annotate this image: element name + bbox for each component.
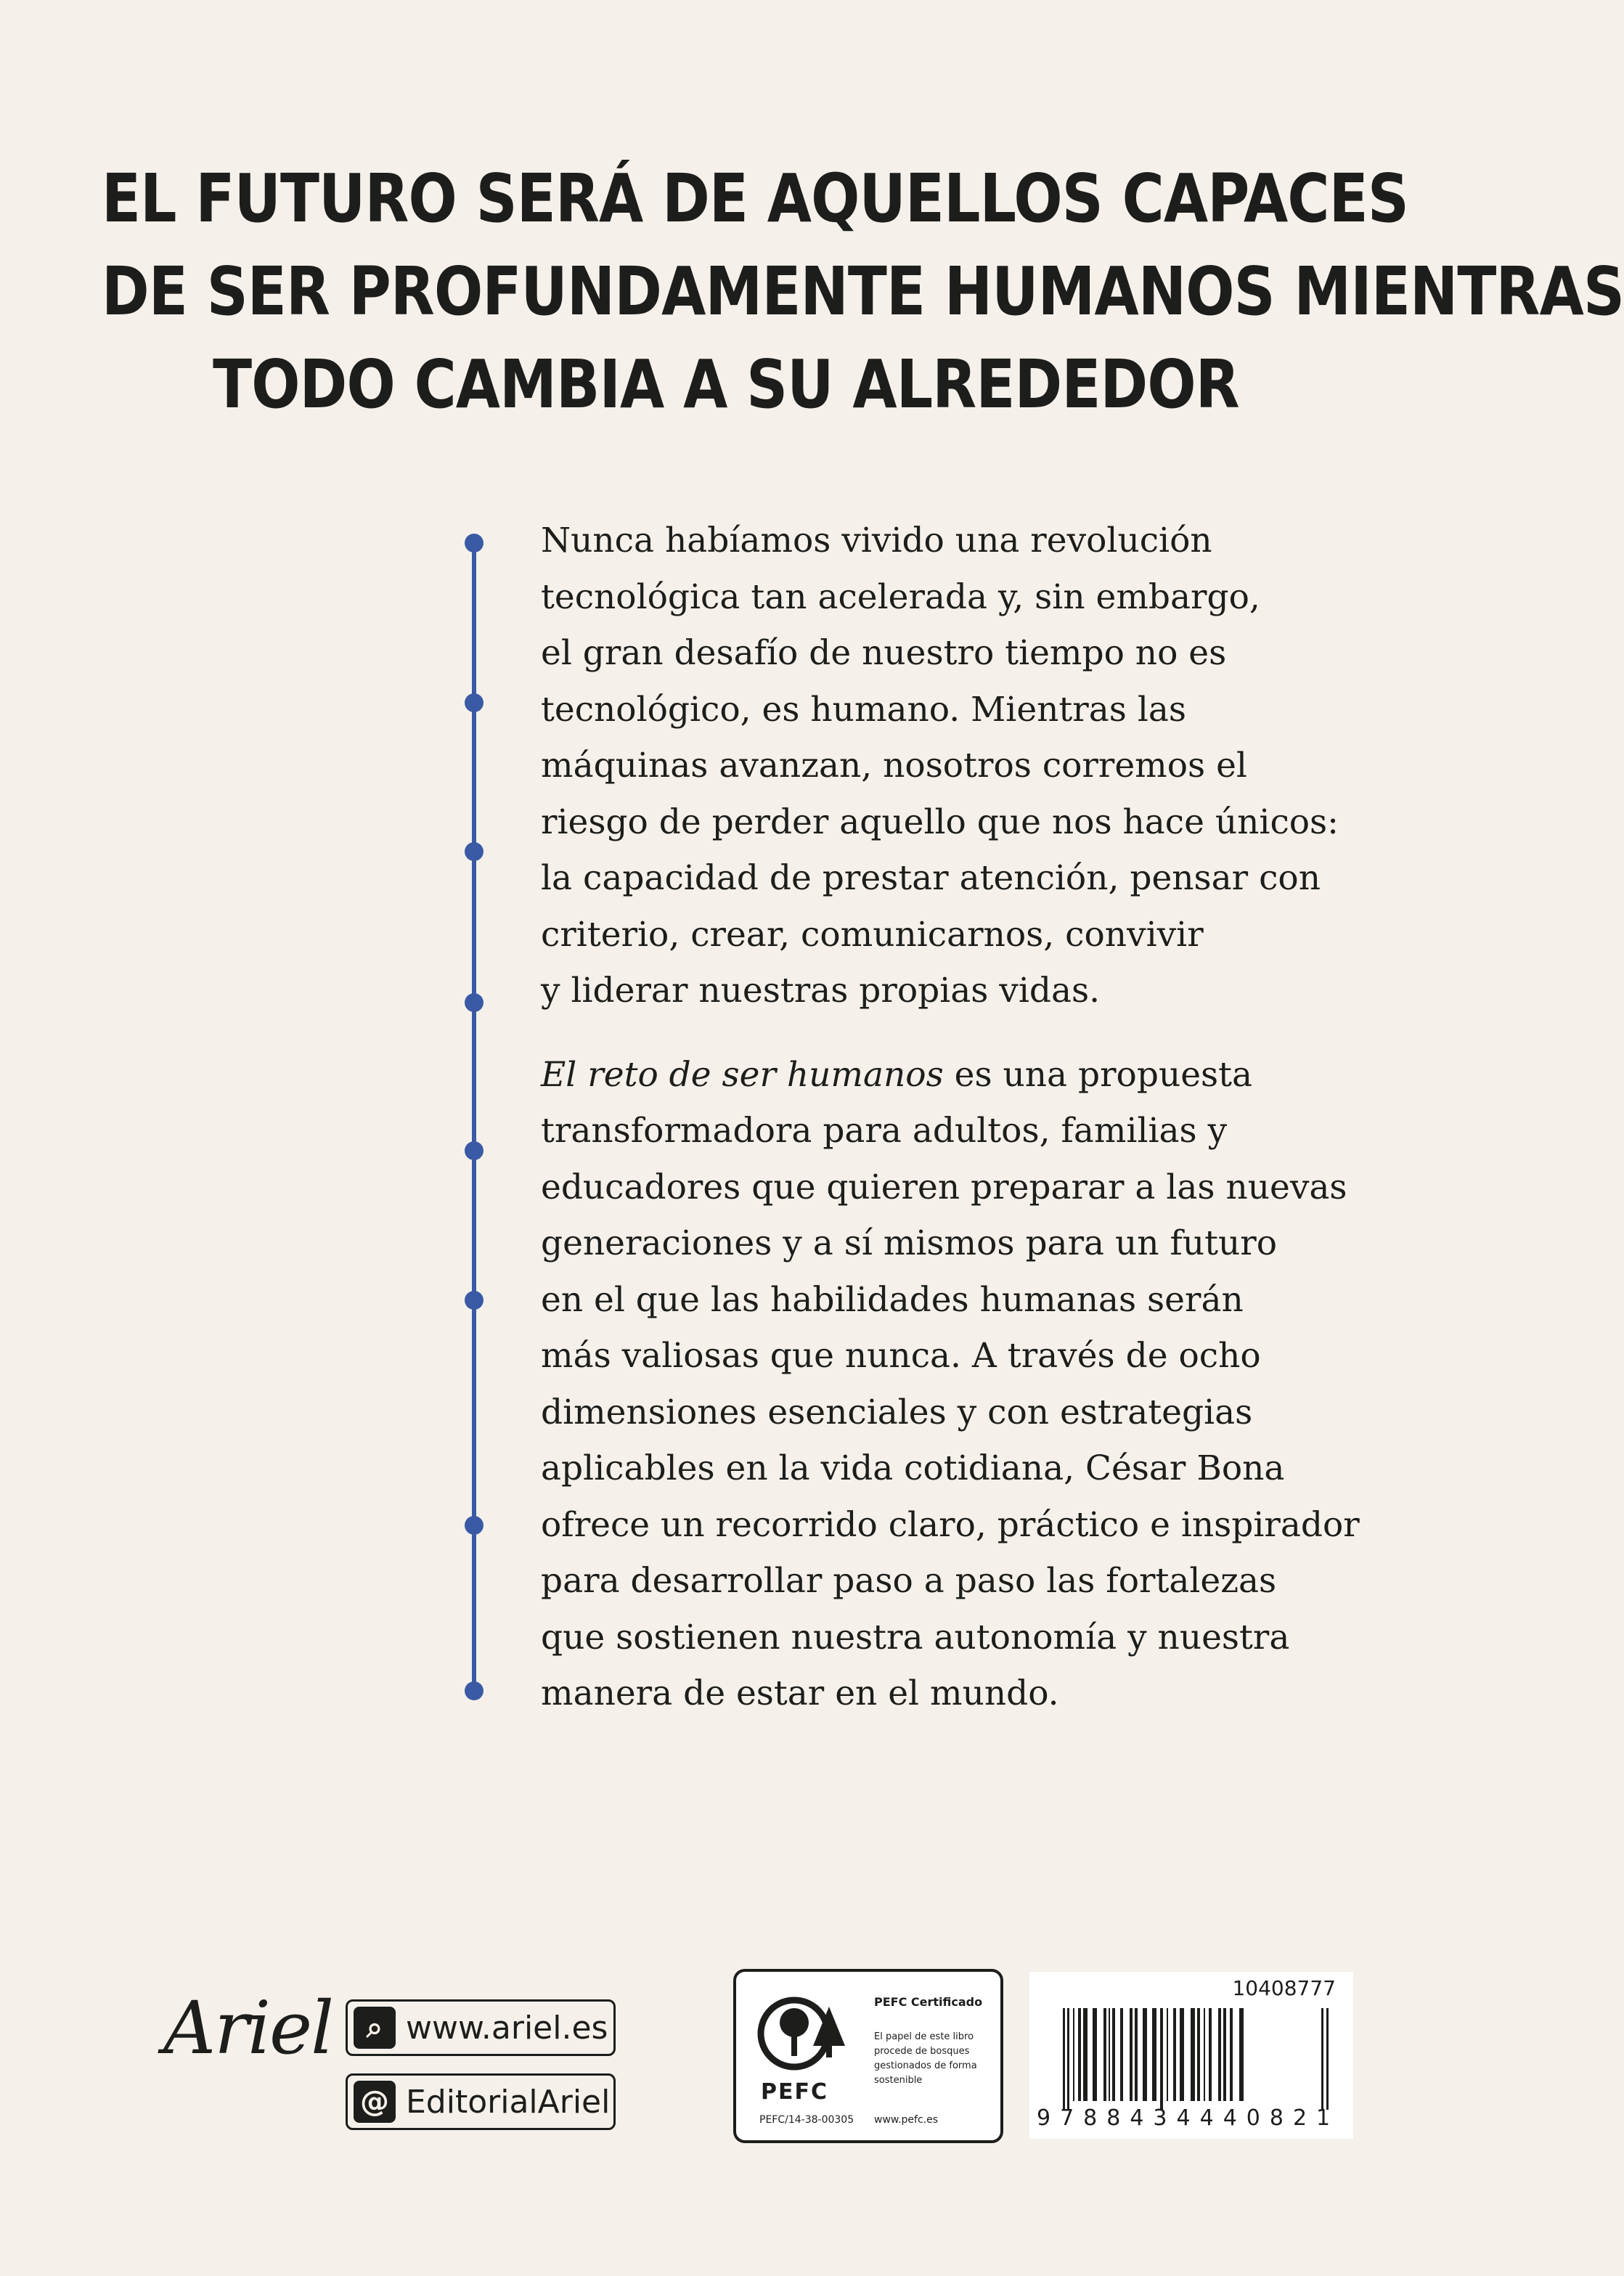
pefc-certification (733, 1969, 1003, 2143)
barcode-bar (1160, 2008, 1163, 2110)
barcode-bar (1103, 2008, 1106, 2101)
text-line: aplicables en la vida cotidiana, César Bona (541, 1448, 1285, 1488)
dimensions-timeline (0, 0, 508, 1742)
headline-line-2: DE SER PROFUNDAMENTE HUMANOS MIENTRAS (102, 253, 1624, 330)
barcode-bar (1130, 2008, 1133, 2101)
synopsis (541, 513, 1368, 1722)
barcode-bar (1218, 2008, 1221, 2101)
text-line: y liderar nuestras propias vidas. (541, 971, 1101, 1011)
timeline-dot (465, 993, 483, 1012)
text-line (541, 1047, 1368, 1104)
timeline-dot (465, 1681, 483, 1700)
text-line: generaciones y a sí mismos para un futuro (541, 1223, 1278, 1263)
barcode-bar (1143, 2008, 1147, 2101)
social-text: EditorialAriel (406, 2083, 611, 2121)
text-line: tecnológica tan acelerada y, sin embargo, (541, 576, 1260, 617)
text-fragment: es una propuesta (943, 1054, 1253, 1095)
barcode-bar (1209, 2008, 1212, 2101)
pefc-url: www.pefc.es (874, 2114, 938, 2126)
pefc-name: PEFC (761, 2079, 828, 2105)
barcode-bar (1180, 2008, 1184, 2101)
headline-line-3: TODO CAMBIA A SU ALREDEDOR (213, 346, 1239, 423)
text-line: tecnológico, es humano. Mientras las (541, 689, 1187, 730)
text-line: riesgo de perder aquello que nos hace únicos: (541, 802, 1339, 842)
barcode-bar (1223, 2008, 1226, 2101)
barcode (1029, 1972, 1353, 2139)
publisher-logo: Ariel (163, 1986, 333, 2071)
search-icon: ⌕ (354, 2007, 396, 2049)
barcode-bar (1120, 2008, 1123, 2101)
barcode-bar (1112, 2008, 1115, 2101)
pefc-title: PEFC Certificado (874, 1995, 983, 2009)
barcode-bar (1321, 2008, 1323, 2110)
barcode-bar (1109, 2008, 1110, 2101)
timeline-dot (465, 1141, 483, 1160)
barcode-bar (1093, 2008, 1097, 2101)
synopsis-paragraph-1 (541, 513, 1368, 1019)
text-line: ofrece un recorrido claro, práctico e inspirador (541, 1504, 1360, 1545)
barcode-bar (1230, 2008, 1233, 2101)
product-code: 10408777 (1232, 1976, 1336, 2000)
isbn-number: 9788434440821 (1037, 2105, 1340, 2131)
text-line: dimensiones esenciales y con estrategias (541, 1392, 1253, 1432)
text-line: educadores que quieren preparar a las nuevas (541, 1167, 1347, 1207)
barcode-bar (1326, 2008, 1329, 2110)
timeline-dot (465, 693, 483, 712)
synopsis-paragraph-2 (541, 1047, 1368, 1722)
barcode-bar (1197, 2008, 1200, 2101)
text-line: para desarrollar paso a paso las fortalezas (541, 1561, 1277, 1601)
book-title: El reto de ser humanos (541, 1054, 944, 1095)
barcode-bar (1239, 2008, 1244, 2101)
social-handle[interactable] (346, 2073, 616, 2130)
barcode-bar (1067, 2008, 1069, 2110)
text-line: Nunca habíamos vivido una revolución (541, 521, 1212, 560)
timeline-dot (465, 1516, 483, 1535)
barcode-bar (1073, 2008, 1074, 2101)
barcode-bar (1152, 2008, 1156, 2101)
pefc-trees-icon (756, 1994, 858, 2073)
text-line: transformadora para adultos, familias y (541, 1111, 1228, 1151)
headline-line-1: EL FUTURO SERÁ DE AQUELLOS CAPACES (102, 160, 1408, 237)
website-link[interactable] (346, 1999, 616, 2056)
text-line: más valiosas que nunca. A través de ocho (541, 1336, 1261, 1376)
timeline-dot (465, 1291, 483, 1310)
pefc-description: El papel de este libro procede de bosques gestionados de forma sostenible (874, 2031, 977, 2086)
timeline-dot (465, 534, 483, 552)
text-line: en el que las habilidades humanas serán (541, 1279, 1244, 1320)
barcode-bar (1063, 2008, 1065, 2110)
timeline-dot (465, 842, 483, 861)
barcode-bar (1135, 2008, 1138, 2101)
text-line: que sostienen nuestra autonomía y nuestra (541, 1617, 1290, 1657)
website-text: www.ariel.es (406, 2009, 608, 2047)
pefc-code: PEFC/14-38-00305 (759, 2114, 854, 2126)
barcode-bar (1167, 2008, 1168, 2101)
barcode-bar (1173, 2008, 1176, 2101)
text-line: manera de estar en el mundo. (541, 1673, 1059, 1713)
barcode-bar (1083, 2008, 1088, 2101)
at-icon: @ (354, 2081, 396, 2123)
text-line: criterio, crear, comunicarnos, convivir (541, 914, 1204, 955)
barcode-bar (1191, 2008, 1195, 2101)
barcode-bars (1063, 2008, 1331, 2110)
text-line: la capacidad de prestar atención, pensar con (541, 858, 1321, 898)
text-line: el gran desafío de nuestro tiempo no es (541, 633, 1227, 673)
text-line: máquinas avanzan, nosotros corremos el (541, 746, 1247, 786)
barcode-bar (1078, 2008, 1081, 2101)
barcode-bar (1204, 2008, 1205, 2101)
